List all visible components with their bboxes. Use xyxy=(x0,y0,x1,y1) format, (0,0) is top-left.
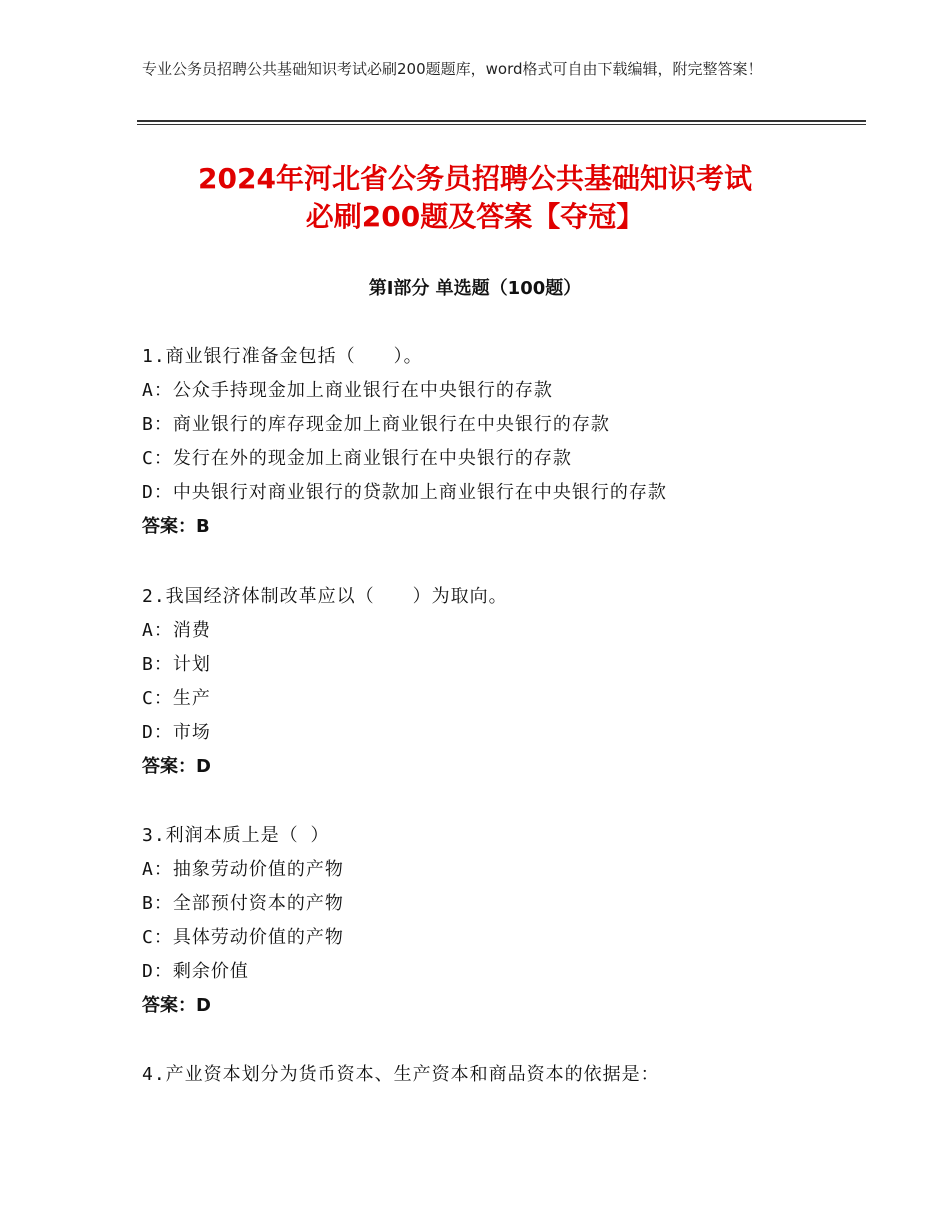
answer: 答案：D xyxy=(142,756,211,777)
header-note: 专业公务员招聘公共基础知识考试必刷200题题库，word格式可自由下载编辑，附完整答案！ xyxy=(142,60,763,78)
answer: 答案：D xyxy=(142,995,211,1016)
answer: 答案：B xyxy=(142,516,210,537)
option-b: B：全部预付资本的产物 xyxy=(142,893,344,914)
question-stem: 1.商业银行准备金包括（ ）。 xyxy=(142,346,423,367)
option-d: D：剩余价值 xyxy=(142,961,249,982)
section-heading: 第Ⅰ部分 单选题（100题） xyxy=(368,278,582,299)
option-a: A：公众手持现金加上商业银行在中央银行的存款 xyxy=(142,380,553,401)
option-a: A：抽象劳动价值的产物 xyxy=(142,859,344,880)
option-c: C：发行在外的现金加上商业银行在中央银行的存款 xyxy=(142,448,572,469)
option-b: B：计划 xyxy=(142,654,211,675)
option-d: D：市场 xyxy=(142,722,211,743)
option-a: A：消费 xyxy=(142,620,211,641)
question-stem: 4.产业资本划分为货币资本、生产资本和商品资本的依据是： xyxy=(142,1064,660,1085)
option-c: C：生产 xyxy=(142,688,211,709)
title-line-2: 必刷200题及答案【夺冠】 xyxy=(305,200,645,233)
question-2 xyxy=(142,580,862,784)
header-divider-thick xyxy=(137,120,866,122)
question-3 xyxy=(142,819,862,1023)
option-d: D：中央银行对商业银行的贷款加上商业银行在中央银行的存款 xyxy=(142,482,667,503)
question-4 xyxy=(142,1058,862,1092)
option-b: B：商业银行的库存现金加上商业银行在中央银行的存款 xyxy=(142,414,610,435)
question-stem: 3.利润本质上是（ ） xyxy=(142,825,330,846)
document-title xyxy=(100,160,850,236)
header-divider-thin xyxy=(137,124,866,125)
question-stem: 2.我国经济体制改革应以（ ）为取向。 xyxy=(142,586,508,607)
option-c: C：具体劳动价值的产物 xyxy=(142,927,344,948)
title-line-1: 2024年河北省公务员招聘公共基础知识考试 xyxy=(198,162,752,195)
question-1 xyxy=(142,340,862,544)
